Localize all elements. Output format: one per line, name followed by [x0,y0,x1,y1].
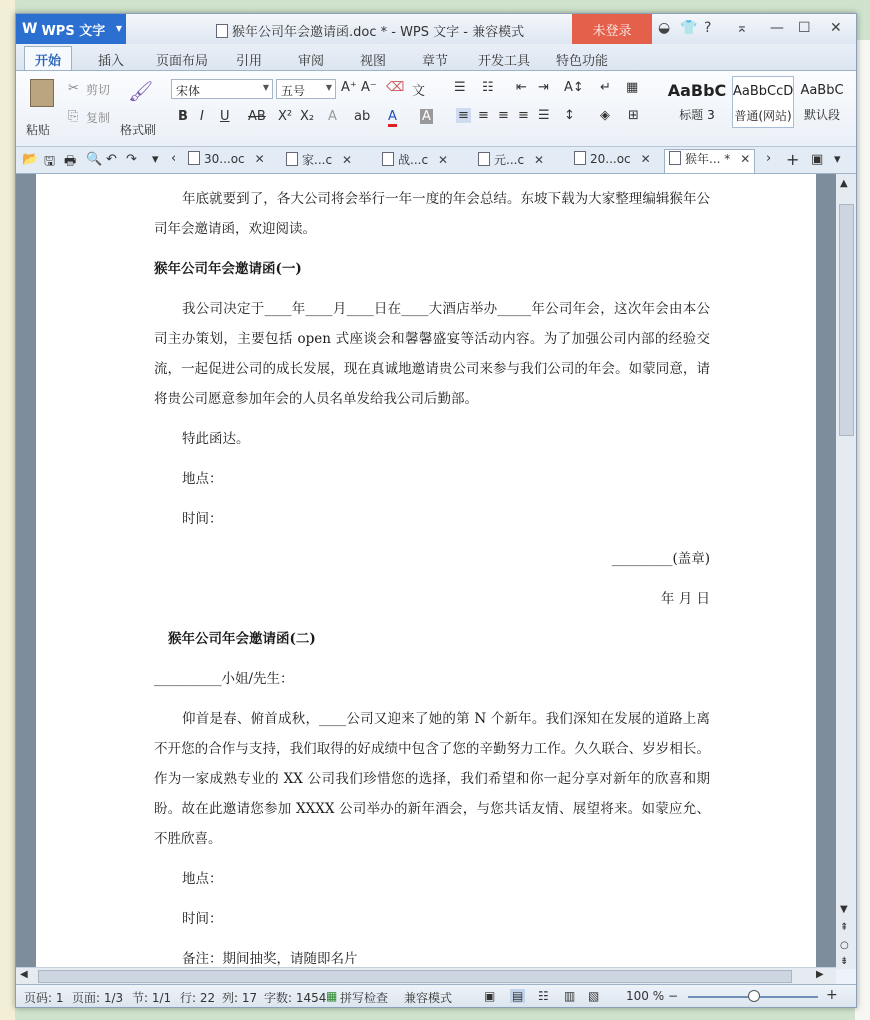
bold-icon[interactable]: B [178,109,188,124]
close-icon[interactable]: ✕ [640,152,651,166]
doc-icon [574,151,586,165]
table-icon[interactable]: ▦ [626,80,639,95]
note-line: 备注：期间抽奖，请随即名片 [182,951,358,967]
copy-button[interactable]: 复制 [86,111,111,125]
save-icon[interactable]: 🖫 [44,154,56,169]
chevron-down-icon: ▼ [115,24,122,33]
logo-label: WPS 文字 [41,23,106,39]
status-word-count[interactable]: 字数: 1454 [264,991,327,1005]
char-shading-icon[interactable]: A [422,109,431,124]
close-icon[interactable]: ✕ [740,152,751,166]
time-line: 时间： [182,511,223,527]
tab-view[interactable]: 视图 [360,54,387,69]
doc-tab-5[interactable]: 20...oc ✕ [574,151,651,171]
document-page[interactable] [36,174,816,969]
collapse-ribbon-icon[interactable]: ⌅ [736,20,748,36]
shading-icon[interactable]: ◈ [600,108,610,123]
doc-tab-active[interactable]: 猴年... * ✕ [664,149,755,173]
doc-icon [669,151,681,165]
browse-object-icon[interactable]: ○ [840,940,849,951]
scroll-up-icon[interactable]: ▲ [840,178,848,189]
maximize-button[interactable]: ☐ [798,20,811,36]
font-size-select[interactable]: 五号 ▼ [276,79,336,99]
status-page: 页码: 1 [24,991,64,1005]
increase-indent-icon[interactable]: ⇥ [538,80,549,95]
status-bar [16,984,856,1008]
horizontal-scrollbar[interactable] [16,967,836,984]
tab-menu-icon[interactable]: ▾ [834,152,841,167]
format-painter-icon[interactable]: 🖌 [128,79,154,103]
distributed-icon[interactable]: ☰ [538,108,550,123]
tab-page-layout[interactable]: 页面布局 [156,54,209,69]
tab-chapter[interactable]: 章节 [422,54,449,69]
decrease-indent-icon[interactable]: ⇤ [516,80,527,95]
numbered-list-icon[interactable]: ☷ [482,80,494,95]
date-line: 年 月 日 [660,591,710,607]
status-col: 列: 17 [222,991,258,1005]
undo-icon[interactable]: ↶ [106,152,117,167]
quick-access-menu-icon[interactable]: ▾ [152,152,159,167]
tab-home[interactable]: 开始 [24,46,72,70]
tab-insert[interactable]: 插入 [98,54,125,69]
status-pages: 页面: 1/3 [72,991,124,1005]
vertical-scroll-thumb[interactable] [839,204,854,436]
new-tab-icon[interactable]: + [786,150,800,169]
doc-tab-3[interactable]: 战...c ✕ [382,151,448,171]
justify-icon[interactable]: ≡ [518,108,529,123]
minimize-button[interactable]: — [770,20,784,36]
font-color-icon[interactable]: A [388,109,397,127]
open-folder-icon[interactable]: 📂 [22,152,39,167]
invitation-1-body: 我公司决定于____年____月____日在____大酒店举办_____年公司年会，这次年会由本公司主办策划，主要包括 open 式座谈会和馨馨盛宴等活动内容。为了加强公司内部的经验交流，一起促进公司的成长发展，现在真诚地邀请贵公司来参与我们公司的年会。如蒙同意，请将贵公司愿意参加年会的人员名单发给我公司后勤部。 [154,301,710,407]
change-case-icon[interactable]: A↕ [564,80,584,95]
doc-icon [478,152,490,166]
tabs-left-icon[interactable]: ‹ [171,151,177,166]
outline-view-icon[interactable]: ☷ [538,989,549,1003]
tab-references[interactable]: 引用 [236,54,263,69]
grow-font-icon[interactable]: A⁺ [341,80,357,95]
text-effect-icon[interactable]: A [328,109,337,124]
page-view-icon[interactable]: ▤ [512,989,524,1003]
background-window-left [0,0,15,1020]
line-spacing-icon[interactable]: ↕ [564,108,575,123]
doc-tab-4[interactable]: 元...c ✕ [478,151,544,171]
place-line: 地点： [182,471,223,487]
status-section: 节: 1/1 [132,991,172,1005]
intro-paragraph: 年底就要到了，各大公司将会举行一年一度的年会总结。东坡下载为大家整理编辑猴年公司年会邀请函，欢迎阅读。 [154,191,710,237]
tab-special[interactable]: 特色功能 [556,54,609,69]
bullet-list-icon[interactable]: ☰ [454,80,466,95]
subscript-icon[interactable]: X₂ [300,109,315,124]
zoom-slider-handle[interactable] [748,990,760,1002]
close-icon[interactable]: ✕ [438,153,449,167]
style-heading3[interactable]: AaBbC 标题 3 [667,81,727,122]
cut-button[interactable]: 剪切 [86,83,111,97]
spellcheck-icon[interactable]: ▦ [326,989,338,1003]
document-tab-bar [16,147,856,174]
theme-icon[interactable]: ◒ [658,20,671,36]
web-view-icon[interactable]: ▥ [564,989,576,1003]
paste-icon[interactable] [30,79,54,107]
vertical-scrollbar[interactable] [836,174,856,969]
highlight-icon[interactable]: ab [354,109,371,124]
tab-list-icon[interactable]: ▣ [811,152,824,167]
background-window-right [855,40,870,1020]
document-area [16,174,836,969]
wps-writer-window [15,13,857,1008]
underline-icon[interactable]: U [220,109,230,124]
border-icon[interactable]: ⊞ [628,108,639,123]
heading-invitation-2: 猴年公司年会邀请函(二) [168,631,316,647]
salutation-line: __________小姐/先生： [154,671,294,687]
doc-tab-2[interactable]: 家...c ✕ [286,151,352,171]
ribbon-home [16,71,856,147]
align-left-icon[interactable]: ≡ [458,108,469,123]
next-page-icon[interactable]: ⇟ [840,956,849,967]
align-center-icon[interactable]: ≡ [478,108,489,123]
print-preview-icon[interactable]: 🔍 [86,152,103,167]
ribbon-tabs [16,44,856,71]
doc-icon [382,152,394,166]
scroll-down-icon[interactable]: ▼ [840,904,848,915]
paste-button[interactable]: 粘贴 [26,123,51,137]
doc-icon [188,151,200,165]
clear-format-icon[interactable]: ⌫ [386,80,405,95]
style-normal-web[interactable]: AaBbCcD 普通(网站) [732,76,794,128]
skin-shirt-icon[interactable]: 👕 [680,20,698,36]
zoom-out-icon[interactable]: − [668,989,679,1003]
spellcheck-button[interactable]: 拼写检查 [340,991,389,1005]
compat-mode-label: 兼容模式 [404,991,453,1005]
heading-invitation-1: 猴年公司年会邀请函(一) [154,261,302,277]
status-row: 行: 22 [180,991,216,1005]
print-icon[interactable]: 🖶 [64,154,77,169]
zoom-level[interactable]: 100 % [626,989,665,1003]
style-default[interactable]: AaBbC 默认段 [800,83,844,122]
strikethrough-icon[interactable]: AB [248,109,266,124]
shrink-font-icon[interactable]: A⁻ [361,80,377,95]
close-icon[interactable]: ✕ [254,152,265,166]
chevron-down-icon: ▼ [262,83,269,92]
reading-view-icon[interactable]: ▧ [588,989,600,1003]
scissors-icon[interactable]: ✂ [68,81,79,96]
align-right-icon[interactable]: ≡ [498,108,509,123]
login-button[interactable]: 未登录 [572,14,652,44]
time-line-2: 时间： [182,911,223,927]
close-button[interactable]: ✕ [830,20,842,36]
full-screen-view-icon[interactable]: ▣ [484,989,496,1003]
wps-logo-menu[interactable] [16,14,126,44]
doc-icon [286,152,298,166]
italic-icon[interactable]: I [200,109,204,124]
tabs-right-icon[interactable]: › [766,151,772,166]
redo-icon[interactable]: ↷ [126,152,137,167]
doc-icon [216,24,228,38]
chevron-down-icon: ▼ [325,83,332,92]
title-bar [16,14,856,44]
special-letter-line: 特此函达。 [182,431,250,447]
window-title: 猴年公司年会邀请函.doc * - WPS 文字 - 兼容模式 [216,21,556,40]
close-icon[interactable]: ✕ [342,153,353,167]
font-name-select[interactable]: 宋体 ▼ [171,79,273,99]
close-icon[interactable]: ✕ [534,153,545,167]
seal-line: _________(盖章) [611,551,710,567]
doc-tab-1[interactable]: 30...oc ✕ [188,151,265,171]
phonetic-icon[interactable]: 文 [412,84,426,99]
tab-developer[interactable]: 开发工具 [478,54,531,69]
copy-icon[interactable]: ⎘ [68,109,79,124]
invitation-2-body: 仰首是春、俯首成秋，____公司又迎来了她的第 N 个新年。我们深知在发展的道路上离不开您的合作与支持，我们取得的好成绩中包含了您的辛勤努力工作。久久联合、岁岁相长。作为一家成熟专业的 XX 公司我们珍惜您的选择，我们希望和你一起分享对新年的欣喜和期盼。故在此邀请您参加 XXXX 公司举办的新年酒会，与您共话友情、展望将来。如蒙应允、不胜欣喜。 [154,711,710,847]
format-painter-button[interactable]: 格式刷 [120,123,157,137]
superscript-icon[interactable]: X² [278,109,293,124]
prev-page-icon[interactable]: ⇞ [840,922,849,933]
zoom-in-icon[interactable]: + [826,987,838,1003]
wps-w-icon: W [22,21,38,37]
tab-review[interactable]: 审阅 [298,54,325,69]
help-button[interactable]: ? [704,20,712,36]
scroll-left-icon[interactable]: ◀ [20,969,28,980]
paragraph-mark-icon[interactable]: ↵ [600,80,611,95]
horizontal-scroll-thumb[interactable] [38,970,792,983]
place-line-2: 地点： [182,871,223,887]
scroll-right-icon[interactable]: ▶ [816,969,824,980]
